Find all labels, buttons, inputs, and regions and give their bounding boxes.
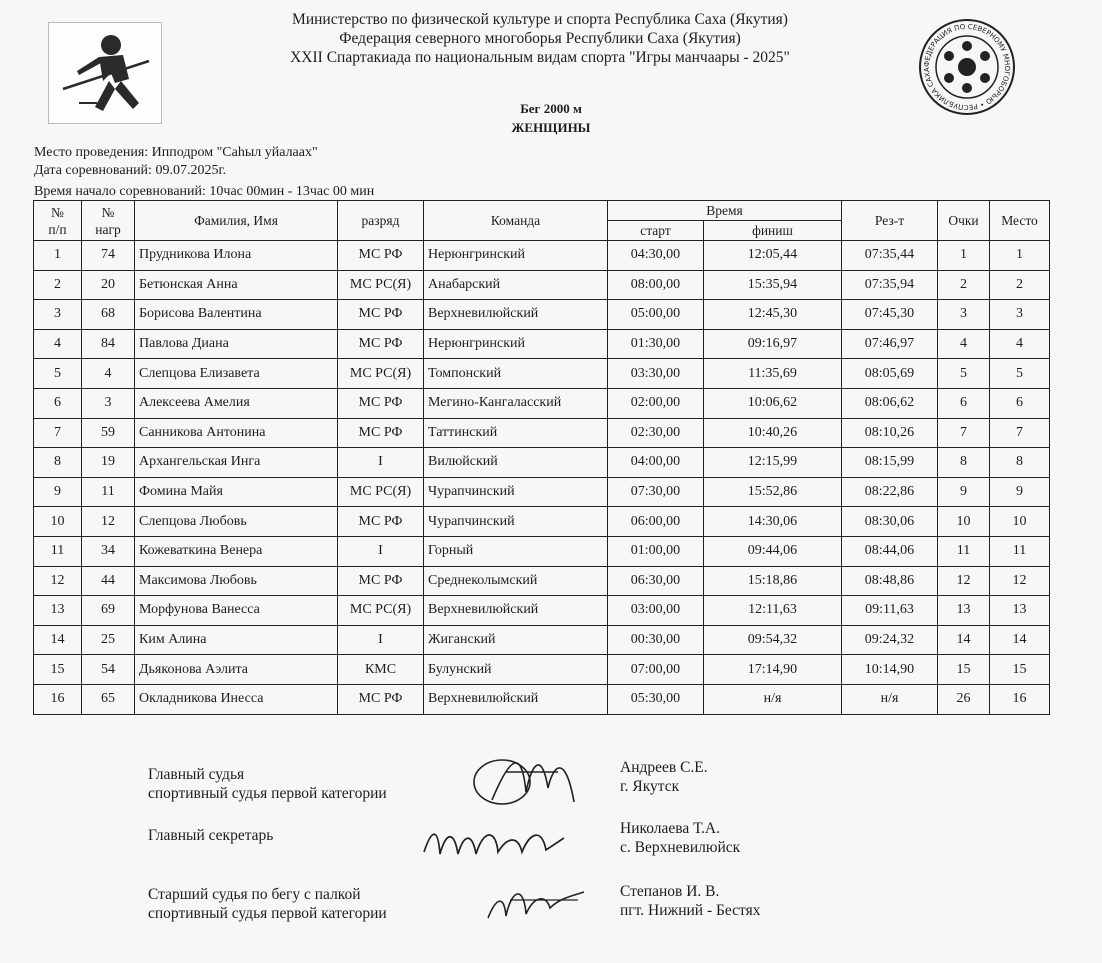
cell-bib: 69 [82,596,135,626]
cell-result: 08:44,06 [842,536,938,566]
cell-finish: 12:15,99 [704,448,842,478]
table-row [34,388,1050,418]
cell-place: 15 [990,655,1050,685]
cell-result: 07:46,97 [842,329,938,359]
cell-name: Слепцова Елизавета [135,359,338,389]
senior-judge-name: Степанов И. В. пгт. Нижний - Бестях [620,883,761,919]
cell-rank: МС РФ [338,388,424,418]
cell-rank: I [338,448,424,478]
cell-name: Окладникова Инесса [135,684,338,714]
cell-bib: 84 [82,329,135,359]
cell-place: 13 [990,596,1050,626]
cell-num: 13 [34,596,82,626]
cell-num: 12 [34,566,82,596]
cell-finish: 11:35,69 [704,359,842,389]
cell-num: 16 [34,684,82,714]
cell-points: 14 [938,625,990,655]
cell-result: 08:15,99 [842,448,938,478]
cell-name: Фомина Майя [135,477,338,507]
cell-num: 2 [34,270,82,300]
cell-place: 2 [990,270,1050,300]
cell-result: 07:35,44 [842,241,938,271]
cell-place: 10 [990,507,1050,537]
cell-points: 12 [938,566,990,596]
cell-bib: 19 [82,448,135,478]
cell-place: 9 [990,477,1050,507]
event-category: ЖЕНЩИНЫ [511,120,591,135]
cell-rank: МС РС(Я) [338,270,424,300]
cell-finish: 09:44,06 [704,536,842,566]
federation-title: Федерация северного многоборья Республики Саха (Якутия) [339,30,741,47]
cell-points: 1 [938,241,990,271]
cell-points: 10 [938,507,990,537]
cell-bib: 4 [82,359,135,389]
cell-name: Павлова Диана [135,329,338,359]
cell-num: 15 [34,655,82,685]
cell-rank: МС РФ [338,684,424,714]
cell-finish: 12:45,30 [704,300,842,330]
chief-judge-signature [462,742,592,814]
cell-num: 14 [34,625,82,655]
cell-points: 11 [938,536,990,566]
cell-bib: 74 [82,241,135,271]
cell-team: Горный [424,536,608,566]
cell-finish: 12:05,44 [704,241,842,271]
cell-name: Архангельская Инга [135,448,338,478]
cell-place: 11 [990,536,1050,566]
cell-points: 2 [938,270,990,300]
table-row [34,596,1050,626]
chief-secretary-title: Главный секретарь [148,827,274,844]
cell-start: 01:00,00 [608,536,704,566]
cell-start: 07:00,00 [608,655,704,685]
col-header-place: Место [990,201,1050,241]
cell-team: Верхневилюйский [424,300,608,330]
cell-result: н/я [842,684,938,714]
cell-name: Бетюнская Анна [135,270,338,300]
table-row [34,536,1050,566]
cell-rank: МС РФ [338,507,424,537]
table-row [34,566,1050,596]
cell-num: 1 [34,241,82,271]
cell-rank: I [338,625,424,655]
col-header-bib: № нагр [82,201,135,241]
cell-num: 8 [34,448,82,478]
cell-rank: КМС [338,655,424,685]
cell-team: Чурапчинский [424,477,608,507]
cell-num: 5 [34,359,82,389]
svg-text:ФЕДЕРАЦИЯ ПО СЕВЕРНОМУ МНОГОБО: ФЕДЕРАЦИЯ ПО СЕВЕРНОМУ МНОГОБОРЬЮ • РЕСПУБЛИКА САХА [922,22,1012,112]
table-row [34,655,1050,685]
cell-name: Слепцова Любовь [135,507,338,537]
cell-start: 06:30,00 [608,566,704,596]
cell-place: 4 [990,329,1050,359]
cell-points: 9 [938,477,990,507]
cell-bib: 34 [82,536,135,566]
cell-rank: МС РС(Я) [338,596,424,626]
cell-rank: МС РФ [338,418,424,448]
col-header-num: № п/п [34,201,82,241]
cell-team: Чурапчинский [424,507,608,537]
cell-result: 08:06,62 [842,388,938,418]
venue-info: Место проведения: Ипподром "Саһыл уйалаах" [34,145,318,160]
cell-place: 5 [990,359,1050,389]
cell-bib: 68 [82,300,135,330]
cell-num: 11 [34,536,82,566]
cell-num: 3 [34,300,82,330]
col-header-result: Рез-т [842,201,938,241]
cell-points: 3 [938,300,990,330]
cell-finish: 17:14,90 [704,655,842,685]
cell-result: 09:11,63 [842,596,938,626]
cell-team: Верхневилюйский [424,596,608,626]
table-row [34,507,1050,537]
cell-start: 08:00,00 [608,270,704,300]
cell-start: 01:30,00 [608,329,704,359]
cell-team: Жиганский [424,625,608,655]
cell-rank: МС РФ [338,329,424,359]
cell-start: 05:30,00 [608,684,704,714]
cell-points: 7 [938,418,990,448]
cell-name: Борисова Валентина [135,300,338,330]
cell-num: 10 [34,507,82,537]
cell-bib: 65 [82,684,135,714]
ministry-title: Министерство по физической культуре и спорта Республика Саха (Якутия) [292,11,788,28]
cell-place: 16 [990,684,1050,714]
chief-judge-title: Главный судья спортивный судья первой категории [148,766,387,802]
cell-points: 26 [938,684,990,714]
cell-name: Прудникова Илона [135,241,338,271]
col-header-start: старт [608,221,704,241]
cell-points: 13 [938,596,990,626]
cell-start: 02:30,00 [608,418,704,448]
table-row [34,448,1050,478]
cell-finish: 10:06,62 [704,388,842,418]
cell-points: 5 [938,359,990,389]
cell-rank: МС РС(Я) [338,359,424,389]
cell-num: 4 [34,329,82,359]
cell-rank: I [338,536,424,566]
cell-place: 14 [990,625,1050,655]
cell-team: Верхневилюйский [424,684,608,714]
table-row [34,418,1050,448]
cell-finish: 14:30,06 [704,507,842,537]
cell-result: 07:35,94 [842,270,938,300]
table-row [34,625,1050,655]
chief-secretary-name: Николаева Т.А. с. Верхневилюйск [620,820,741,856]
cell-name: Алексеева Амелия [135,388,338,418]
cell-result: 08:05,69 [842,359,938,389]
cell-bib: 3 [82,388,135,418]
date-info: Дата соревнований: 09.07.2025г. [34,163,227,178]
table-row [34,270,1050,300]
cell-place: 7 [990,418,1050,448]
event-name: Бег 2000 м [520,101,582,116]
cell-points: 8 [938,448,990,478]
table-row [34,300,1050,330]
cell-rank: МС РФ [338,300,424,330]
cell-team: Нерюнгринский [424,329,608,359]
chief-judge-name: Андреев С.Е. г. Якутск [620,759,708,795]
cell-result: 08:22,86 [842,477,938,507]
cell-result: 08:10,26 [842,418,938,448]
cell-finish: 09:54,32 [704,625,842,655]
cell-bib: 59 [82,418,135,448]
cell-start: 07:30,00 [608,477,704,507]
table-row [34,477,1050,507]
cell-team: Анабарский [424,270,608,300]
col-header-points: Очки [938,201,990,241]
cell-team: Булунский [424,655,608,685]
cell-name: Максимова Любовь [135,566,338,596]
cell-rank: МС РФ [338,241,424,271]
cell-num: 9 [34,477,82,507]
cell-result: 07:45,30 [842,300,938,330]
cell-place: 12 [990,566,1050,596]
cell-bib: 44 [82,566,135,596]
cell-name: Ким Алина [135,625,338,655]
cell-team: Томпонский [424,359,608,389]
cell-finish: 15:52,86 [704,477,842,507]
cell-team: Нерюнгринский [424,241,608,271]
cell-name: Кожеваткина Венера [135,536,338,566]
cell-start: 03:30,00 [608,359,704,389]
results-table [33,200,1050,715]
cell-finish: 09:16,97 [704,329,842,359]
cell-bib: 11 [82,477,135,507]
cell-bib: 54 [82,655,135,685]
cell-finish: 10:40,26 [704,418,842,448]
spartakiad-title: XXII Спартакиада по национальным видам спорта "Игры манчаары - 2025" [290,49,790,66]
cell-start: 00:30,00 [608,625,704,655]
cell-place: 1 [990,241,1050,271]
cell-place: 8 [990,448,1050,478]
cell-result: 08:48,86 [842,566,938,596]
cell-name: Санникова Антонина [135,418,338,448]
cell-finish: 15:35,94 [704,270,842,300]
cell-place: 6 [990,388,1050,418]
chief-secretary-signature [418,818,568,868]
cell-result: 08:30,06 [842,507,938,537]
senior-judge-signature [480,878,590,928]
cell-points: 6 [938,388,990,418]
cell-result: 09:24,32 [842,625,938,655]
cell-rank: МС РФ [338,566,424,596]
cell-points: 4 [938,329,990,359]
cell-rank: МС РС(Я) [338,477,424,507]
cell-finish: 15:18,86 [704,566,842,596]
cell-finish: н/я [704,684,842,714]
cell-name: Морфунова Ванесса [135,596,338,626]
cell-bib: 12 [82,507,135,537]
cell-place: 3 [990,300,1050,330]
cell-bib: 25 [82,625,135,655]
table-row [34,241,1050,271]
col-header-team: Команда [424,201,608,241]
cell-start: 05:00,00 [608,300,704,330]
col-header-rank: разряд [338,201,424,241]
cell-num: 6 [34,388,82,418]
time-info: Время начало соревнований: 10час 00мин - 13час 00 мин [34,184,375,199]
table-row [34,359,1050,389]
cell-name: Дьяконова Аэлита [135,655,338,685]
cell-bib: 20 [82,270,135,300]
col-header-finish: финиш [704,221,842,241]
cell-team: Вилюйский [424,448,608,478]
cell-finish: 12:11,63 [704,596,842,626]
cell-start: 04:00,00 [608,448,704,478]
cell-start: 03:00,00 [608,596,704,626]
cell-num: 7 [34,418,82,448]
cell-team: Среднеколымский [424,566,608,596]
senior-judge-title: Старший судья по бегу с палкой спортивный судья первой категории [148,886,387,922]
cell-start: 02:00,00 [608,388,704,418]
cell-team: Мегино-Кангаласский [424,388,608,418]
cell-start: 04:30,00 [608,241,704,271]
table-row [34,329,1050,359]
table-row [34,684,1050,714]
cell-start: 06:00,00 [608,507,704,537]
cell-points: 15 [938,655,990,685]
cell-result: 10:14,90 [842,655,938,685]
cell-team: Таттинский [424,418,608,448]
col-header-time: Время [608,201,842,221]
col-header-name: Фамилия, Имя [135,201,338,241]
